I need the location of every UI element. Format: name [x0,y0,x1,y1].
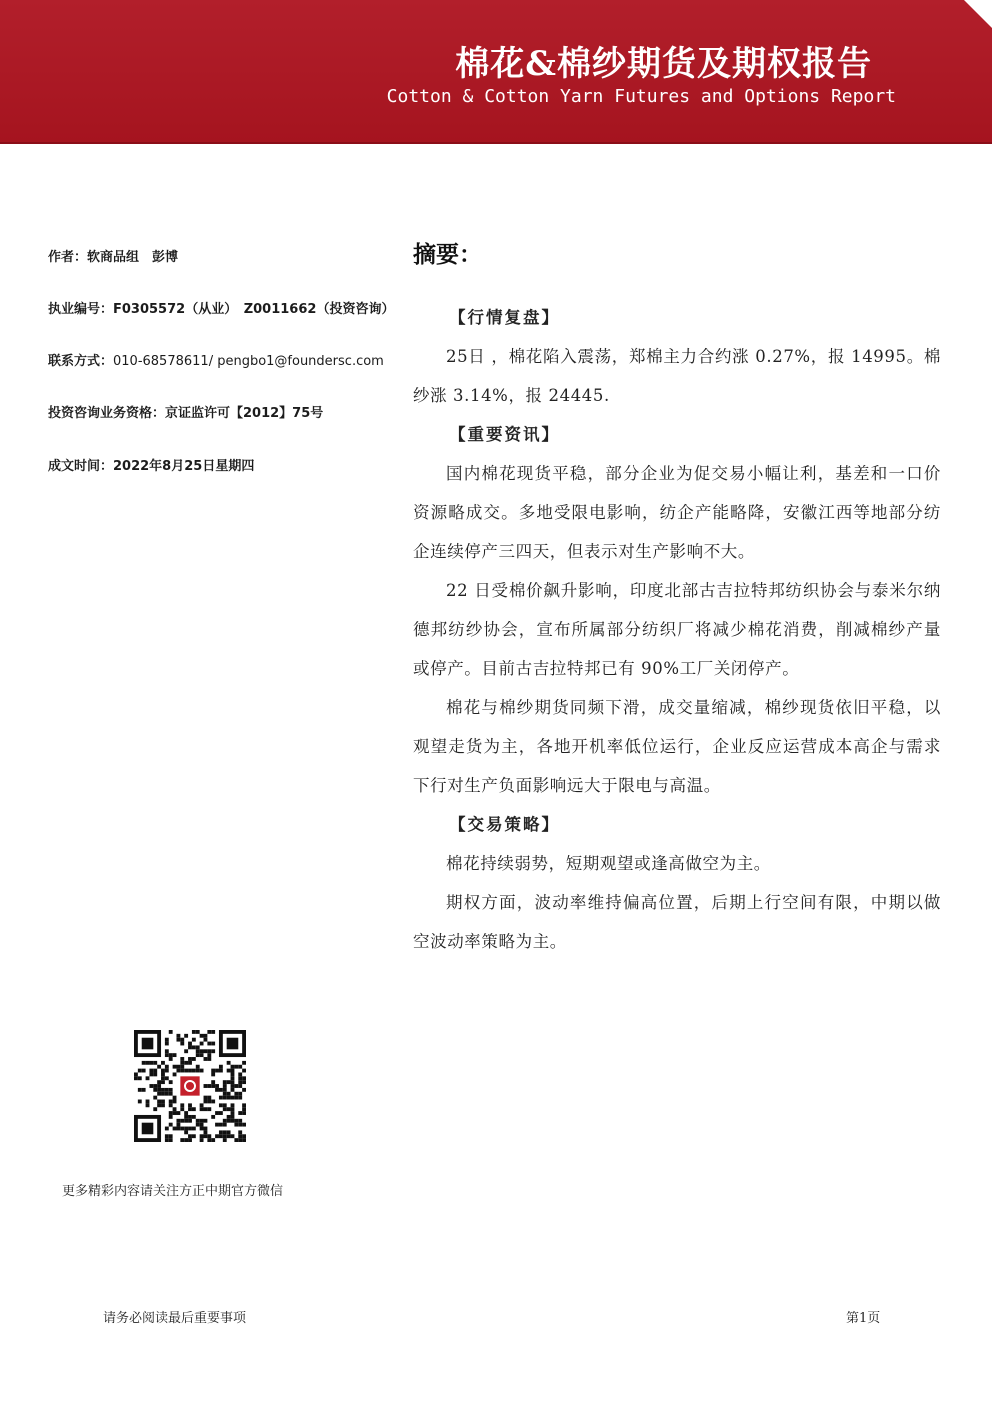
footer-notice: 请务必阅读最后重要事项 [103,1311,247,1326]
section-title-strategy: 【交易策略】 [449,815,560,834]
paragraph-key-news-1: 国内棉花现货平稳，部分企业为促交易小幅让利，基差和一口价资源略成交。多地受限电影响，纺企产能略降，安徽江西等地部分纺企连续停产三四天，但表示对生产影响不大。 [413,464,941,561]
qualification-line: 投资咨询业务资格：京证监许可【2012】75号 [48,406,324,421]
author-line: 作者：软商品组 彭博 [48,250,179,265]
paragraph-key-news-2: 22 日受棉价飙升影响，印度北部古吉拉特邦纺织协会与泰米尔纳德邦纺纱协会，宣布所属部分纺织厂将减少棉花消费，削减棉纱产量或停产。目前古吉拉特邦已有 90%工厂关闭停产。 [413,581,941,678]
contact-value[interactable]: 010-68578611/ pengbo1@foundersc.com [113,354,384,369]
page-corner-fold [964,0,992,28]
paragraph-strategy-1: 棉花持续弱势，短期观望或逢高做空为主。 [446,854,771,873]
qr-code-icon [134,1030,246,1142]
summary-heading: 摘要： [413,242,482,268]
header-banner [0,0,992,144]
section-title-market-review: 【行情复盘】 [449,308,560,327]
license-line: 执业编号：F0305572（从业） Z0011662（投资咨询） [48,302,395,317]
paragraph-market-review: 25日 ，棉花陷入震荡，郑棉主力合约涨 0.27%，报 14995。棉纱涨 3.14%，报 24445. [413,347,941,405]
qr-caption: 更多精彩内容请关注方正中期官方微信 [62,1184,284,1199]
paragraph-key-news-3: 棉花与棉纱期货同频下滑，成交量缩减，棉纱现货依旧平稳，以观望走货为主，各地开机率低位运行，企业反应运营成本高企与需求下行对生产负面影响远大于限电与高温。 [413,698,941,795]
section-title-key-news: 【重要资讯】 [449,425,560,444]
date-line: 成文时间：2022年8月25日星期四 [48,459,255,474]
report-title-cn: 棉花&棉纱期货及期权报告 [455,44,872,84]
page-number: 第1页 [846,1311,881,1326]
paragraph-strategy-2: 期权方面，波动率维持偏高位置，后期上行空间有限，中期以做空波动率策略为主。 [413,893,941,951]
contact-line [48,350,398,369]
report-title-en: Cotton & Cotton Yarn Futures and Options Report [386,86,896,107]
contact-label: 联系方式： [48,354,114,369]
summary-content [413,298,941,961]
